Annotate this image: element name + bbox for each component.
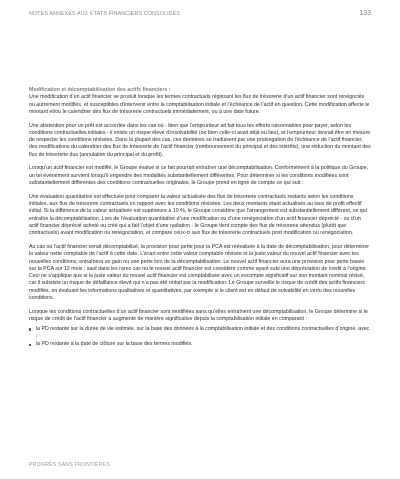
list-item-text: la PD restante sur la durée de vie estimée, sur la base des données à la comptabilisation initiale et des conditions contractuelles d’origine, avec ; bbox=[36, 325, 370, 340]
square-bullet-icon bbox=[29, 344, 31, 346]
square-bullet-icon bbox=[29, 328, 31, 330]
header-title: NOTES ANNEXES AUX ÉTATS FINANCIERS CONSOLIDÉS bbox=[29, 11, 181, 17]
paragraph: Une évaluation quantitative est effectuée pour comparer la valeur actualisée des flux de trésorerie contractuels restants selon les conditions initiales, aux flux de trésorerie contractuels en rapport avec les conditions révisées. Les deux montants étant actualisés au taux de profit effectif initial. Si la différence de la valeur actualisée est supérieure à 10 %, le Groupe considère que l’arrangement est substantiellement différent, ce qui entraîne la décomptabilisation. Lors de l’évaluation quantitative d’une modification ou d’une renégociation d’un actif financier déprécié - ou d’un actif financier déprécié acheté ou créé qui a fait l’objet d’une radiation - le Groupe tient compte des flux de trésorerie attendus (plutôt que contractuels) avant modification ou renégociation, et compare ceux-ci aux flux de trésorerie contractuels post modification ou renégociation. bbox=[29, 193, 367, 237]
paragraph: Au cas où l’actif financier serait décomptabilisé, la provision pour perte pour la PCA est réévaluée à la date de décomptabilisation, pour déterminer la valeur nette comptable de l’actif à cette date. L’écart entre cette valeur comptable révisée et la juste valeur du nouvel actif financier avec les nouvelles conditions, entraînera un gain ou une perte lors de la décomptabilisation. Le nouvel actif financier aura une provision pour perte basée sur la PCA sur 12 mois ; sauf dans les rares cas où le nouvel actif financier est considéré comme ayant subi une dépréciation de crédit à l’origine. Ceci ne s’applique que si la juste valeur du nouvel actif financier est comptabilisée avec un escompte significatif sur son montant nominal révisé, car il subsiste un risque de défaillance élevé qui n’a pas été réduit par la modification. Le Groupe surveille le risque de crédit des actifs financiers modifiés, en évaluant les informations qualitatives et quantitatives, par exemple si le client est en défaut de solvabilité en vertu des nouvelles conditions. bbox=[29, 243, 369, 301]
bullet-list bbox=[29, 326, 371, 348]
list-item-text: la PD restante à la date de clôture sur la base des termes modifiés. bbox=[36, 340, 193, 347]
paragraph: Une abstention pour un prêt est accordée dans les cas où - bien que l’emprunteur ait fait tous les efforts raisonnables pour payer, selon les conditions contractuelles initiales - il existe un risque élevé d’insolvabilité (ou bien celle-ci avait déjà eu lieu), et l’emprunteur devrait être en mesure de respecter les conditions révisées. Dans la plupart des cas, ces dernières se traduisent par une prolongation de l’échéance de l’actif financier, des modifications du calendrier des flux de trésorerie de l’actif financier (remboursement du principal et des intérêts), une réduction du montant des flux de trésorerie dus (annulation du principal et du profit). bbox=[29, 122, 371, 158]
list-item bbox=[29, 341, 371, 348]
paragraph: Lorsqu’un actif financier est modifié, le Groupe évalue si ce fait pourrait entraîner une décomptabilisation. Conformément à la politique du Groupe, un tel événement survient lorsqu’il engendre des modalités substantiellement différentes. Pour déterminer si les conditions modifiées sont substantiellement différentes des conditions contractuelles originales, le Groupe prend en ligne de compte ce qui suit : bbox=[29, 165, 369, 187]
paragraph: Lorsque les conditions contractuelles d’un actif financier sont modifiées sans qu’elles entraînent une décomptabilisation, le Groupe détermine si le risque de crédit de l’actif financier a augmenté de manière significative depuis la comptabilisation initiale en comparant : bbox=[29, 308, 368, 322]
page-footer: PROGRÈS SANS FRONTIÈRES bbox=[29, 462, 110, 468]
list-item bbox=[29, 326, 371, 341]
page-number: 133 bbox=[359, 10, 371, 17]
page-header bbox=[29, 11, 371, 21]
document-body bbox=[29, 87, 371, 349]
section-heading: Modification et décomptabilisation des actifs financiers : bbox=[29, 87, 171, 93]
paragraph: Une modification d’un actif financier se produit lorsque les termes contractuels régissant les flux de trésorerie d’un actif financier sont renégociés ou autrement modifiés, et susceptibles d’intervenir entre la comptabilisation initiale et l’échéance de l’actif en question. Cette modification affecte le montant et/ou le calendrier des flux de trésorerie contractuels immédiatement, ou à une date future. bbox=[29, 94, 370, 115]
